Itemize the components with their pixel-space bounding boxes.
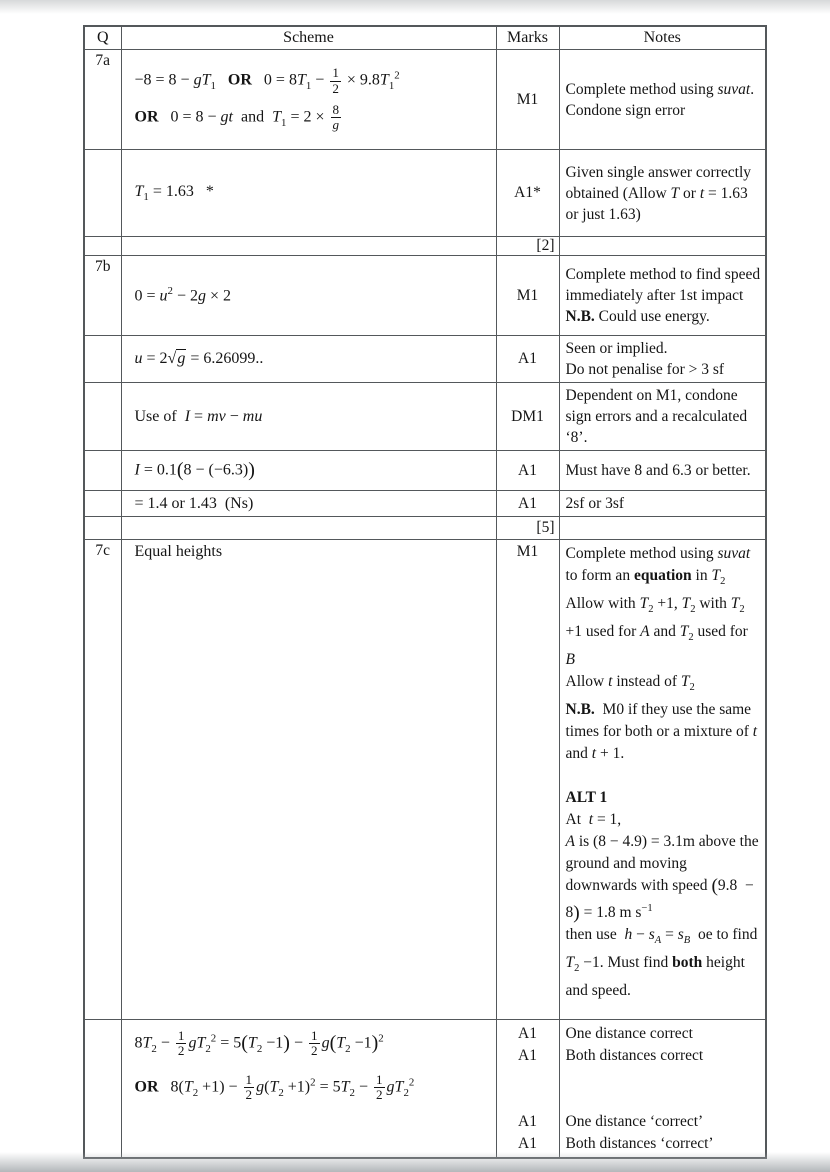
notes-cell: Given single answer correctly obtained (Allow T or t = 1.63 or just 1.63) — [559, 150, 766, 237]
table-row — [84, 237, 766, 256]
scheme-cell: $0 = u^2 - 2g \times 2$ — [121, 256, 496, 336]
table-row — [84, 517, 766, 540]
q-cell — [84, 517, 121, 540]
marks-cell: [5] — [496, 517, 559, 540]
notes-cell: One distance correct Both distances correct One distance ‘correct’ Both distances ‘correct’ — [559, 1020, 766, 1159]
q-cell — [84, 1020, 121, 1159]
col-header-q: Q — [84, 26, 121, 50]
q-cell: 7b — [84, 256, 121, 336]
table-row — [84, 256, 766, 336]
scheme-cell: Use of I = mv − mu — [121, 383, 496, 451]
col-header-notes: Notes — [559, 26, 766, 50]
q-cell — [84, 237, 121, 256]
table-row — [84, 383, 766, 451]
notes-cell: Must have 8 and 6.3 or better. — [559, 451, 766, 491]
notes-cell: Complete method using suvat. Condone sign error — [559, 50, 766, 150]
marks-cell: A1 — [496, 491, 559, 517]
mark-scheme-table — [83, 25, 767, 1159]
scheme-cell: $8T_2$ − $\frac{1}{2}$ $gT_2^2 = 5(T_2 -1)$ − $\frac{1}{2}$ $g(T_2 -1)^2$ OR $8(T_2 +1)$ − $\frac{1}{2}$ $g(T_2 +1)^2 = 5T_2$ − $\frac{1}{2}$ $gT_2^2$ — [121, 1020, 496, 1159]
table-row — [84, 50, 766, 150]
notes-cell: 2sf or 3sf — [559, 491, 766, 517]
table-row — [84, 491, 766, 517]
page-bottom-shadow — [0, 1152, 830, 1172]
marks-cell: M1 — [496, 50, 559, 150]
scheme-cell: = 1.4 or 1.43 (Ns) — [121, 491, 496, 517]
page-top-shadow — [0, 0, 830, 14]
scheme-cell: I = 0.1(8 − (−6.3)) — [121, 451, 496, 491]
table-row — [84, 540, 766, 1020]
marks-cell: M1 — [496, 256, 559, 336]
marks-cell: A1 A1 A1 A1 — [496, 1020, 559, 1159]
q-cell: 7a — [84, 50, 121, 150]
scheme-cell: $T_1 = 1.63$ * — [121, 150, 496, 237]
notes-cell: Dependent on M1, condone sign errors and a recalculated ‘8’. — [559, 383, 766, 451]
notes-cell: Seen or implied. Do not penalise for > 3 sf — [559, 336, 766, 383]
notes-cell: Complete method to find speed immediately after 1st impact N.B. Could use energy. — [559, 256, 766, 336]
q-cell — [84, 150, 121, 237]
notes-cell — [559, 237, 766, 256]
scheme-cell: Equal heights — [121, 540, 496, 1020]
notes-cell: Complete method using suvat to form an equation in $T_2$ Allow with $T_2 +1$, $T_2$ with $T_2 +1$ used for A and $T_2$ used for B Allow t instead of $T_2$ N.B. M0 if they use the same times for both or a mixture of t and t + 1. ALT 1 At t = 1, A is (8 − 4.9) = 3.1m above the ground and moving downwards with speed (9.8 − 8) = 1.8 m $s^{-1}$ then use $h - s_A = s_B$ oe to find $T_2 -1$. Must find both height and speed. — [559, 540, 766, 1020]
q-cell — [84, 491, 121, 517]
scheme-cell — [121, 517, 496, 540]
col-header-scheme: Scheme — [121, 26, 496, 50]
marks-cell: A1* — [496, 150, 559, 237]
q-cell — [84, 383, 121, 451]
table-body — [84, 50, 766, 1159]
table-row — [84, 336, 766, 383]
table-row — [84, 451, 766, 491]
col-header-marks: Marks — [496, 26, 559, 50]
header-row — [84, 26, 766, 50]
scheme-cell: $-8 = 8 - gT_1$ OR $0 = 8T_1$ − $\frac{1}{2}$ × $9.8T_1^2$ OR 0 = 8 − gt and $T_1 = 2$ × $\frac{8}{g}$ — [121, 50, 496, 150]
notes-cell — [559, 517, 766, 540]
marks-cell: [2] — [496, 237, 559, 256]
q-cell — [84, 336, 121, 383]
table-row — [84, 1020, 766, 1159]
marks-cell: M1 — [496, 540, 559, 1020]
q-cell — [84, 451, 121, 491]
scheme-cell — [121, 237, 496, 256]
q-cell: 7c — [84, 540, 121, 1020]
scheme-cell: u = 2√g = 6.26099.. — [121, 336, 496, 383]
table-row — [84, 150, 766, 237]
marks-cell: DM1 — [496, 383, 559, 451]
marks-cell: A1 — [496, 336, 559, 383]
marks-cell: A1 — [496, 451, 559, 491]
